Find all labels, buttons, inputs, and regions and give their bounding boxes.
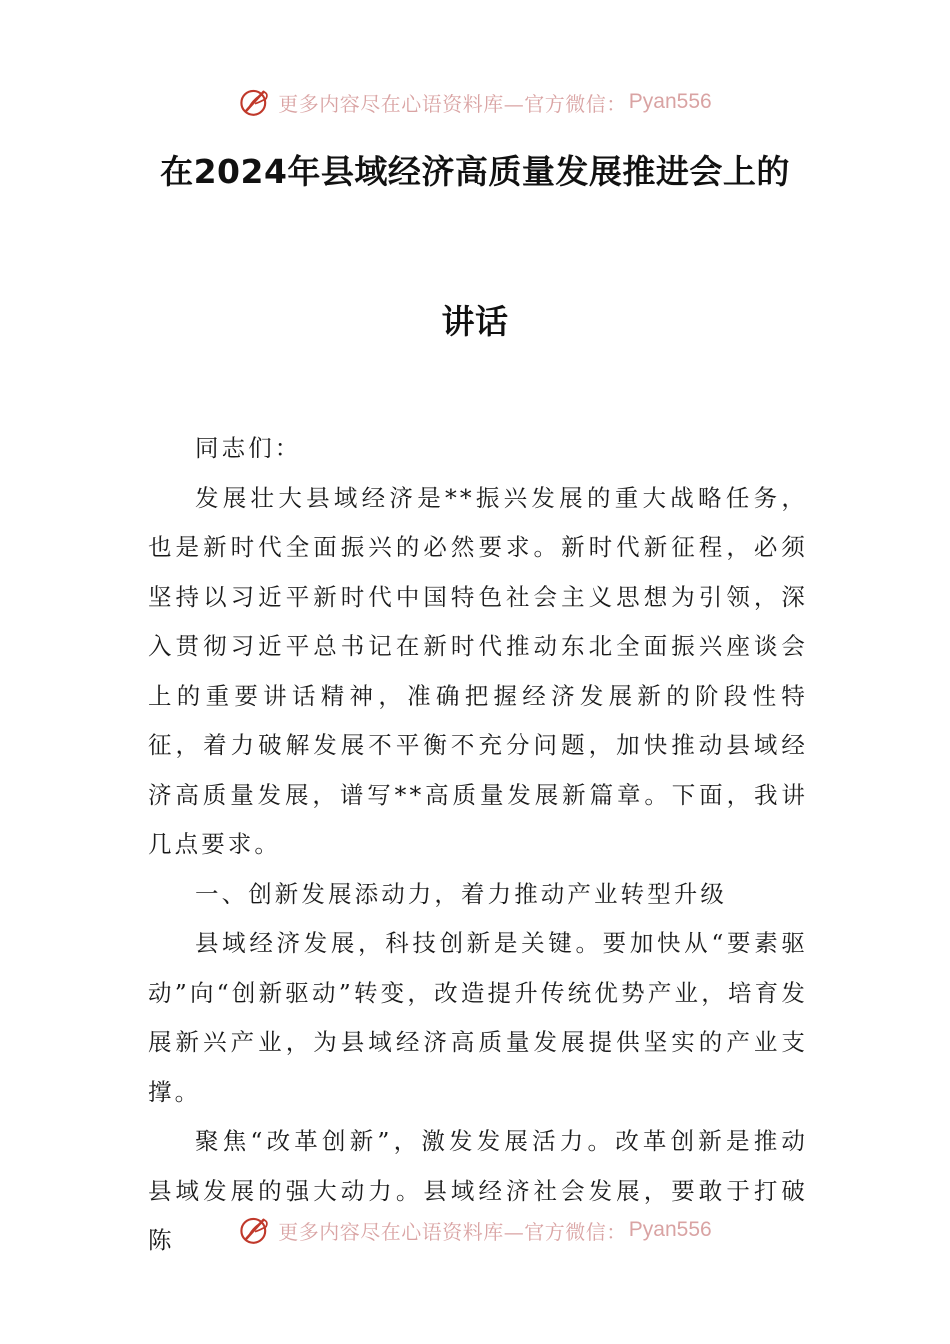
section-heading-1: 一、创新发展添动力，着力推动产业转型升级 [195,879,727,908]
watermark-footer [0,1210,950,1250]
salutation: 同志们： [195,434,302,462]
watermark-text: 更多内容尽在心语资料库—官方微信： [278,91,627,116]
watermark-wechat-id: Pyan556 [628,1218,712,1241]
quill-logo-icon [238,1213,272,1247]
paragraph-reform: 聚焦“改革创新”，激发发展活力。改革创新是推动县域发展的强大动力。县域经济社会发展，要敢于打破陈 [148,1127,808,1254]
speech-body [148,424,808,1266]
watermark-wechat-id: Pyan556 [628,90,712,113]
paragraph-innovation: 县域经济发展，科技创新是关键。要加快从“要素驱动”向“创新驱动”转变，改造提升传统优势产业，培育发展新兴产业，为县域经济高质量发展提供坚实的产业支撑。 [148,929,808,1106]
paragraph-intro: 发展壮大县域经济是**振兴发展的重大战略任务，也是新时代全面振兴的必然要求。新时代新征程，必须坚持以习近平新时代中国特色社会主义思想为引领，深入贯彻习近平总书记在新时代推动东北全面振兴座谈会上的重要讲话精神，准确把握经济发展新的阶段性特征，着力破解发展不平衡不充分问题，加快推动县域经济高质量发展，谱写**高质量发展新篇章。下面，我讲几点要求。 [148,483,808,858]
watermark-text: 更多内容尽在心语资料库—官方微信： [278,1219,627,1244]
document-title-line-2: 讲话 [441,302,509,341]
quill-logo-icon [238,85,272,119]
watermark-header [0,82,950,122]
document-title-line-1: 在2024年县域经济高质量发展推进会上的 [160,152,790,191]
